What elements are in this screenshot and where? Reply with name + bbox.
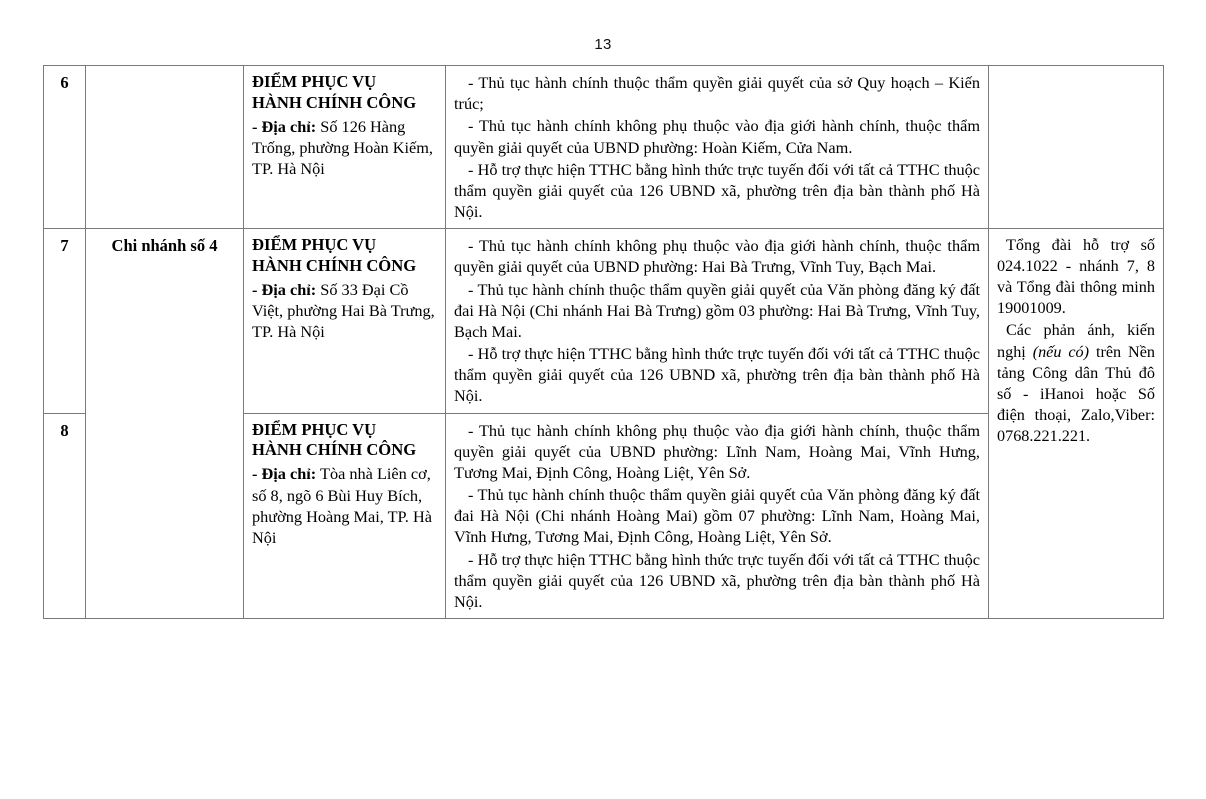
support-cell-empty — [989, 66, 1164, 229]
scope-paragraph: - Thủ tục hành chính thuộc thẩm quyền giải quyết của Văn phòng đăng ký đất đai Hà Nội (Chi nhánh Hoàng Mai) gồm 07 phường: Lĩnh Nam, Hoàng Mai, Vĩnh Hưng, Tương Mai, Định Công, Hoàng Liệt, Yên Sở. — [454, 485, 980, 547]
support-hotline-paragraph: Tổng đài hỗ trợ số 024.1022 - nhánh 7, 8 và Tổng đài thông minh 19001009. — [997, 236, 1155, 318]
scope-cell — [446, 413, 989, 619]
office-address — [252, 279, 437, 343]
office-title — [252, 420, 437, 462]
scope-paragraph: - Thủ tục hành chính không phụ thuộc vào địa giới hành chính, thuộc thẩm quyền giải quyết của UBND phường: Hoàn Kiếm, Cửa Nam. — [454, 116, 980, 157]
support-feedback-after: trên Nền tảng Công dân Thủ đô số - iHanoi hoặc Số điện thoại, Zalo,Viber: 0768.221.221. — [997, 342, 1156, 445]
scope-paragraph: - Thủ tục hành chính thuộc thẩm quyền giải quyết của sở Quy hoạch – Kiến trúc; — [454, 73, 980, 114]
branch-name-cell — [86, 66, 244, 229]
support-contact-cell — [989, 229, 1164, 619]
office-address — [252, 463, 437, 548]
office-title — [252, 235, 437, 277]
office-cell — [244, 413, 446, 619]
office-title-line1: ĐIỂM PHỤC VỤ — [252, 235, 377, 255]
office-address-value: Số 126 Hàng Trống, phường Hoàn Kiếm, TP. Hà Nội — [252, 116, 434, 179]
office-address-label: - Địa chỉ: — [252, 116, 317, 136]
office-title-line2: HÀNH CHÍNH CÔNG — [252, 440, 417, 460]
office-address-value: Số 33 Đại Cồ Việt, phường Hai Bà Trưng, TP. Hà Nội — [252, 280, 435, 342]
office-title-line2: HÀNH CHÍNH CÔNG — [252, 92, 417, 112]
row-index-cell: 7 — [44, 229, 86, 413]
office-address-label: - Địa chỉ: — [252, 280, 317, 300]
office-title — [252, 72, 437, 114]
office-address-value: Tòa nhà Liên cơ, số 8, ngõ 6 Bùi Huy Bích, phường Hoàng Mai, TP. Hà Nội — [252, 464, 432, 547]
branch-name-cell: Chi nhánh số 4 — [86, 229, 244, 619]
office-title-line1: ĐIỂM PHỤC VỤ — [252, 72, 377, 91]
office-address-label: - Địa chỉ: — [252, 464, 317, 484]
scope-paragraph: - Hỗ trợ thực hiện TTHC bằng hình thức trực tuyến đối với tất cả TTHC thuộc thẩm quyền giải quyết của 126 UBND xã, phường trên địa bàn thành phố Hà Nội. — [454, 344, 980, 406]
table-row — [44, 229, 1164, 413]
page-number: 13 — [594, 36, 612, 53]
scope-paragraph: - Thủ tục hành chính không phụ thuộc vào địa giới hành chính, thuộc thẩm quyền giải quyết của UBND phường: Lĩnh Nam, Hoàng Mai, Vĩnh Hưng, Tương Mai, Định Công, Hoàng Liệt, Yên Sở. — [454, 420, 980, 482]
row-index-cell: 6 — [44, 66, 86, 229]
office-title-line2: HÀNH CHÍNH CÔNG — [252, 256, 417, 276]
scope-paragraph: - Hỗ trợ thực hiện TTHC bằng hình thức trực tuyến đối với tất cả TTHC thuộc thẩm quyền giải quyết của 126 UBND xã, phường trên địa bàn thành phố Hà Nội. — [454, 159, 980, 222]
administrative-service-points-table — [43, 65, 1164, 619]
scope-cell — [446, 229, 989, 413]
office-address — [252, 116, 437, 180]
support-feedback-paragraph — [997, 320, 1155, 446]
row-index-cell: 8 — [44, 413, 86, 619]
office-cell — [244, 66, 446, 229]
scope-paragraph: - Thủ tục hành chính thuộc thẩm quyền giải quyết của Văn phòng đăng ký đất đai Hà Nội (Chi nhánh Hai Bà Trưng) gồm 03 phường: Hai Bà Trưng, Vĩnh Tuy, Bạch Mai. — [454, 279, 980, 341]
office-title-line1: ĐIỂM PHỤC VỤ — [252, 419, 377, 439]
scope-paragraph: - Hỗ trợ thực hiện TTHC bằng hình thức trực tuyến đối với tất cả TTHC thuộc thẩm quyền giải quyết của 126 UBND xã, phường trên địa bàn thành phố Hà Nội. — [454, 549, 980, 611]
office-cell — [244, 229, 446, 413]
support-contact-block — [997, 235, 1155, 447]
scope-paragraph: - Thủ tục hành chính không phụ thuộc vào địa giới hành chính, thuộc thẩm quyền giải quyết của UBND phường: Hai Bà Trưng, Vĩnh Tuy, Bạch Mai. — [454, 236, 980, 277]
support-feedback-italic: (nếu có) — [1032, 342, 1090, 361]
table-row — [44, 66, 1164, 229]
scope-cell — [446, 66, 989, 229]
support-feedback-before: Các phản ánh, kiến nghị — [997, 321, 1155, 361]
